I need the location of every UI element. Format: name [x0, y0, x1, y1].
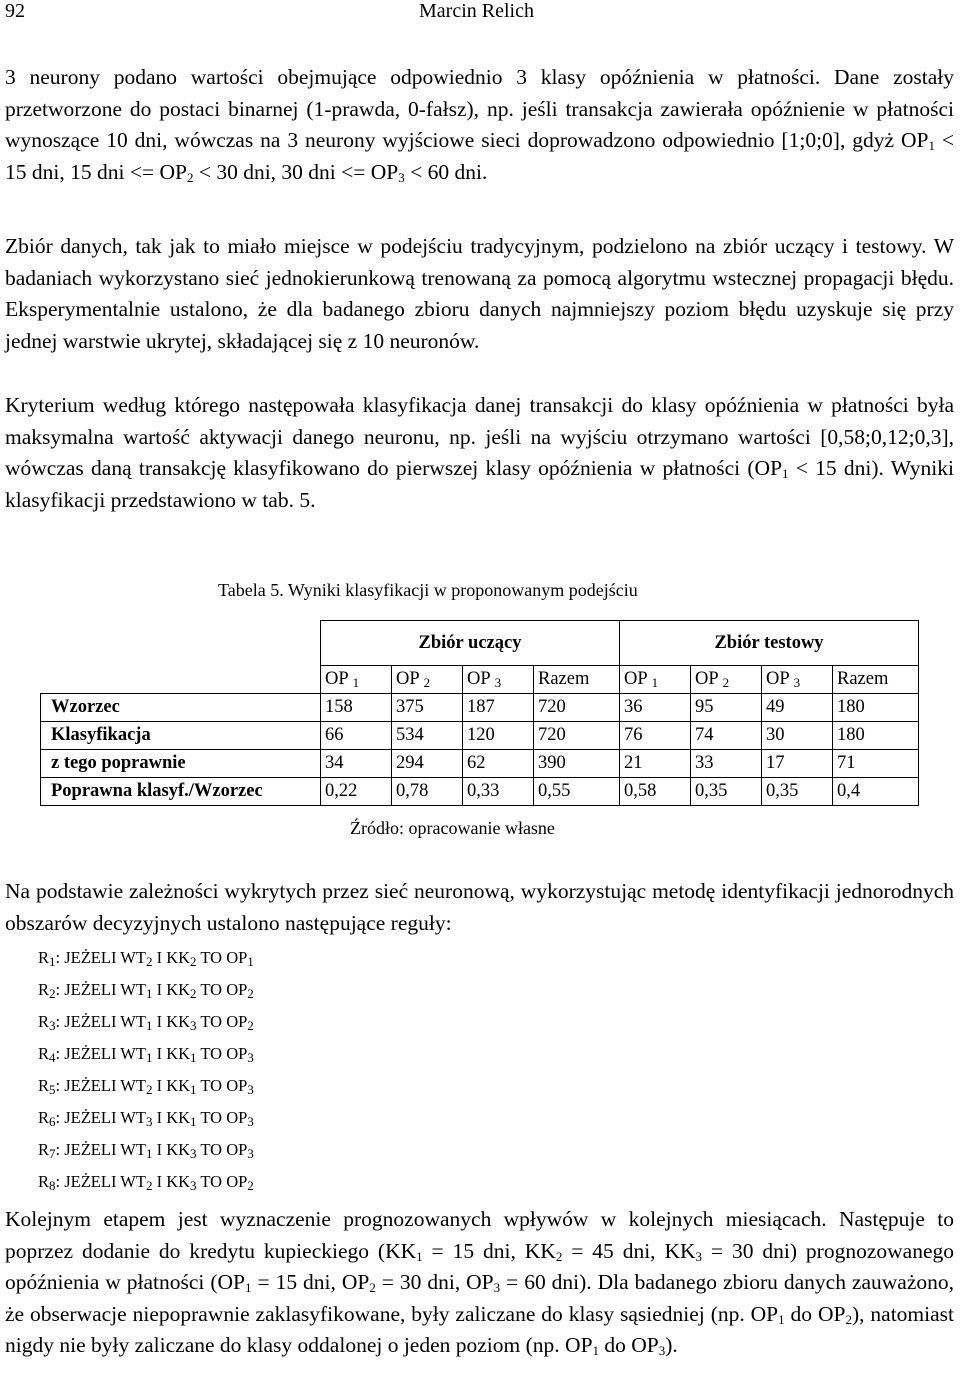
table-source: Źródło: opracowanie własne — [350, 818, 555, 838]
table-cell: 180 — [833, 694, 919, 722]
table-cell: 62 — [463, 750, 534, 778]
table-cell: 0,55 — [534, 778, 620, 806]
row-label: Wzorzec — [41, 694, 321, 722]
table-cell: 120 — [463, 722, 534, 750]
table-cell: 0,33 — [463, 778, 534, 806]
table-cell: 720 — [534, 694, 620, 722]
table-cell: 294 — [392, 750, 463, 778]
col-header: OP $_3$ — [762, 666, 833, 694]
table-column-header — [41, 666, 919, 694]
paragraph-5: Kolejnym etapem jest wyznaczenie prognozowanych wpływów w kolejnych miesiącach. Następuje to poprzez dodanie do kredytu kupieckiego ($KK_1 = 15$ dni, $KK_2 = 45$ dni, $KK_3 = 30$ dni) prognozowanego opóźnienia w płatności ($OP_1 = 15$ dni, $OP_2 = 30$ dni, $OP_3 = 60$ dni). Dla badanego zbioru danych zauważono, że obserwacje niepoprawnie zaklasyfikowane, były zaliczane do klasy sąsiedniej (np. $OP_1$ do $OP_2$), natomiast nigdy nie były zaliczane do klasy oddalonej o jeden poziom (np. $OP_1$ do $OP_3$). — [5, 1207, 954, 1358]
row-label: z tego poprawnie — [41, 750, 321, 778]
table-cell: 375 — [392, 694, 463, 722]
col-header: OP $_1$ — [321, 666, 392, 694]
table-cell: 187 — [463, 694, 534, 722]
table-cell: 71 — [833, 750, 919, 778]
page-header — [5, 0, 950, 22]
table-cell: 74 — [691, 722, 762, 750]
table-cell: 0,35 — [691, 778, 762, 806]
running-author: Marcin Relich — [419, 0, 534, 22]
table-cell: 534 — [392, 722, 463, 750]
results-table — [40, 620, 919, 806]
row-label: Klasyfikacja — [41, 722, 321, 750]
table-cell: 17 — [762, 750, 833, 778]
col-header: OP $_3$ — [463, 666, 534, 694]
table-row — [41, 750, 919, 778]
table-cell: 0,78 — [392, 778, 463, 806]
paragraph-4: Na podstawie zależności wykrytych przez sieć neuronową, wykorzystując metodę identyfikacji jednorodnych obszarów decyzyjnych ustalono następujące reguły: — [5, 879, 954, 935]
table-group-header — [41, 621, 919, 666]
table-row — [41, 722, 919, 750]
table-cell: 76 — [620, 722, 691, 750]
rule-item: $R_4$: JEŻELI $WT_1$ I $KK_1$ TO $OP_3$ — [38, 1044, 254, 1065]
rule-item: $R_2$: JEŻELI $WT_1$ I $KK_2$ TO $OP_2$ — [38, 980, 254, 1001]
rule-item: $R_3$: JEŻELI $WT_1$ I $KK_3$ TO $OP_2$ — [38, 1012, 254, 1033]
table-cell: 21 — [620, 750, 691, 778]
table-row — [41, 694, 919, 722]
group-test: Zbiór testowy — [620, 621, 919, 666]
paragraph-3: Kryterium według którego następowała klasyfikacja danej transakcji do klasy opóźnienia w płatności była maksymalna wartość aktywacji danego neuronu, np. jeśli na wyjściu otrzymano wartości [0,58;0,12;0,3], wówczas daną transakcję klasyfikowano do pierwszej klasy opóźnienia w płatności ($OP_1 < 15$ dni). Wyniki klasyfikacji przedstawiono w tab. 5. — [5, 393, 954, 512]
rule-item: $R_5$: JEŻELI $WT_2$ I $KK_1$ TO $OP_3$ — [38, 1076, 254, 1097]
table-cell: 33 — [691, 750, 762, 778]
col-header: OP $_1$ — [620, 666, 691, 694]
table-cell: 158 — [321, 694, 392, 722]
rule-item: $R_7$: JEŻELI $WT_1$ I $KK_3$ TO $OP_3$ — [38, 1140, 254, 1161]
table-cell: 720 — [534, 722, 620, 750]
table-cell: 0,35 — [762, 778, 833, 806]
table-cell: 95 — [691, 694, 762, 722]
table-cell: 0,22 — [321, 778, 392, 806]
table-caption: Tabela 5. Wyniki klasyfikacji w proponowanym podejściu — [218, 580, 638, 600]
rule-item: $R_8$: JEŻELI $WT_2$ I $KK_3$ TO $OP_2$ — [38, 1172, 254, 1193]
group-training: Zbiór uczący — [321, 621, 620, 666]
col-header: Razem — [534, 666, 620, 694]
table-row — [41, 778, 919, 806]
page-number: 92 — [5, 0, 25, 22]
col-header: OP $_2$ — [392, 666, 463, 694]
paragraph-2: Zbiór danych, tak jak to miało miejsce w podejściu tradycyjnym, podzielono na zbiór uczący i testowy. W badaniach wykorzystano sieć jednokierunkową trenowaną za pomocą algorytmu wstecznej propagacji błędu. Eksperymentalnie ustalono, że dla badanego zbioru danych najmniejszy poziom błędu uzyskuje się przy jednej warstwie ukrytej, składającej się z 10 neuronów. — [5, 234, 954, 353]
table-cell: 0,4 — [833, 778, 919, 806]
rule-item: $R_1$: JEŻELI $WT_2$ I $KK_2$ TO $OP_1$ — [38, 948, 254, 969]
table-cell: 34 — [321, 750, 392, 778]
table-cell: 49 — [762, 694, 833, 722]
col-header: OP $_2$ — [691, 666, 762, 694]
table-cell: 0,58 — [620, 778, 691, 806]
table-cell: 180 — [833, 722, 919, 750]
table-cell: 36 — [620, 694, 691, 722]
table-cell: 30 — [762, 722, 833, 750]
paragraph-1: 3 neurony podano wartości obejmujące odpowiednio 3 klasy opóźnienia w płatności. Dane zostały przetworzone do postaci binarnej (1-prawda, 0-fałsz), np. jeśli transakcja zawierała opóźnienie w płatności wynoszące 10 dni, wówczas na 3 neurony wyjściowe sieci doprowadzono odpowiednio [1;0;0], gdyż $OP_1 < 15$ dni, 15 dni <= $OP_2 < 30$ dni, 30 dni <= $OP_3 < 60$ dni. — [5, 65, 954, 185]
col-header: Razem — [833, 666, 919, 694]
row-label: Poprawna klasyf./Wzorzec — [41, 778, 321, 806]
table-cell: 66 — [321, 722, 392, 750]
rule-item: $R_6$: JEŻELI $WT_3$ I $KK_1$ TO $OP_3$ — [38, 1108, 254, 1129]
table-cell: 390 — [534, 750, 620, 778]
